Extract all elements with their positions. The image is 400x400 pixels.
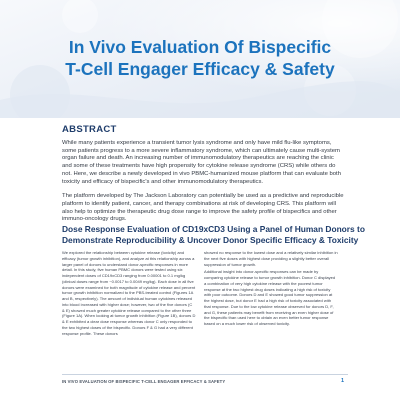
section-heading-line-2: Demonstrate Reproducibility & Uncover Donor Specific Efficacy & Toxicity	[62, 234, 359, 245]
page-title	[0, 36, 400, 80]
body-column-left	[62, 250, 196, 338]
footer-divider	[62, 374, 348, 375]
title-line-1: In Vivo Evaluation Of Bispecific	[68, 37, 332, 57]
abstract-heading: ABSTRACT	[62, 124, 117, 135]
title-line-2: T-Cell Engager Efficacy & Safety	[65, 59, 335, 79]
left-column-paragraph-1: We explored the relationship between cytokine release (toxicity) and efficacy (tumor growth inhibition), and analyze at this relationship across a larger panel of donors to understand donor-specific responses in more detail. In this study, five human PBMC donors were tested using six independent doses of CD19xCD3 ranging from 0.00001 to 0.1 mg/kg (clinical doses range from ~0.0017 to 0.0049 mg/kg). Each dose in all five donors were examined for both magnitude of cytokine release and percent tumor growth inhibition normalized to the PBS-treated control (Figures 1A and B, respectively). The amount of individual human cytokines released into blood increased with higher dose; however, two of the five donors (C & E) showed much greater cytokine release compared to the other three (Figure 1A). When looking at tumor growth inhibition (Figure 1B), donors D & E exhibited a clear dose response whereas donor C only responded to the two highest doses of the bispecific. Donors F & G had a very different response profile. These donors	[62, 250, 196, 336]
body-column-right	[204, 250, 338, 329]
abstract-body	[62, 140, 344, 231]
abstract-paragraph-1: While many patients experience a transient tumor lysis syndrome and only have mild flu-like symptoms, some patients progress to a more severe inflammatory syndrome, which can ultimately cause multi-system organ failure and death. An increasing number of immunomodulatory therapeutics are reaching the clinic and some of these treatments have high propensity for cytokine release syndrome (CRS) while others do not. Here, we describe a newly developed in vivo PBMC-humanized mouse platform that can evaluate both toxicity and efficacy of bispecific's and other immunomodulatory therapeutics.	[62, 140, 341, 185]
right-column-paragraph-2: Additional insight into donor-specific responses can be made by comparing cytokine release to tumor growth inhibition. Donor C displayed a combination of very high cytokine release with the poorest tumor response at the two highest drug doses indicating a high risk of toxicity with poor outcome. Donors D and E showed good tumor suppression at the highest dose, but donor E had a high risk of toxicity associated with that response. Due to the low cytokine release observed for donors D, F, and G, these patients may benefit from receiving an even higher dose of the bispecific than used here to obtain an even better tumor response based on a much lower risk of observed toxicity.	[204, 269, 336, 326]
page-number: 1	[341, 378, 345, 384]
section-heading	[62, 224, 365, 245]
right-column-paragraph-1: showed no response to the lowest dose and a relatively similar inhibition in the next five doses with highest dose providing a slightly better overall suppression of tumor growth.	[204, 250, 338, 267]
footer-running-title: IN VIVO EVALUATION OF BISPECIFIC T-CELL ENGAGER EFFICACY & SAFETY	[62, 379, 226, 384]
header-banner	[0, 0, 400, 118]
section-heading-line-1: Dose Response Evaluation of CD19xCD3 Using a Panel of Human Donors to	[62, 224, 365, 234]
abstract-paragraph-2: The platform developed by The Jackson Laboratory can potentially be used as a predictive and reproducible platform to identify patient, cancer, and therapy combinations at risk of developing CRS. This platform will also help to optimize the therapeutic drug dose range to improve the safety profile of bispecifics and other immuno-oncology drugs.	[62, 193, 344, 223]
